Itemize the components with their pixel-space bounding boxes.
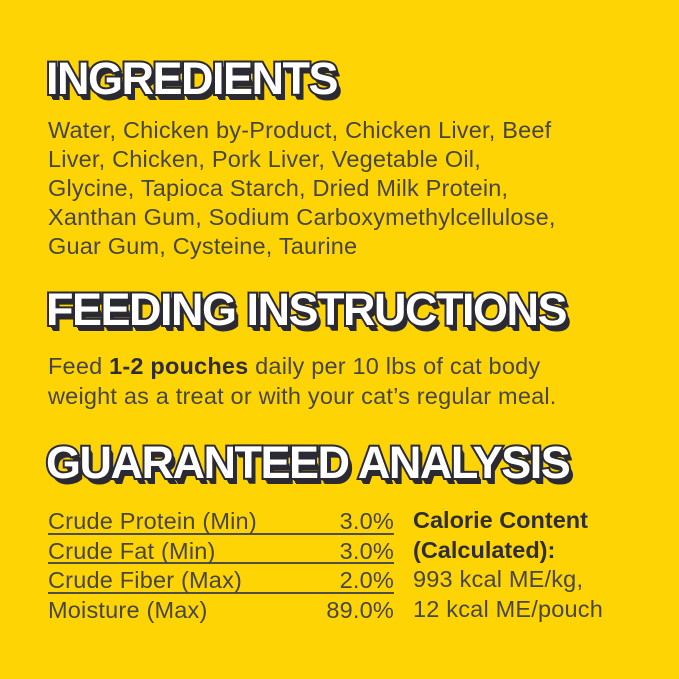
- nutrient-value: 3.0%: [339, 537, 394, 564]
- feeding-dosage-bold: 1-2 pouches: [109, 353, 249, 379]
- nutrient-label: Crude Fat (Min): [48, 537, 216, 564]
- ingredients-line: Water, Chicken by-Product, Chicken Liver, Beef: [48, 117, 552, 143]
- calorie-content-title: Calorie Content: [413, 507, 588, 533]
- nutrient-label: Moisture (Max): [48, 596, 208, 623]
- table-row: [48, 505, 394, 535]
- ingredients-line: Xanthan Gum, Sodium Carboxymethylcellulose,: [48, 204, 556, 230]
- guaranteed-analysis-table: [48, 505, 394, 623]
- calorie-content-block: [413, 506, 653, 624]
- ingredients-line: Guar Gum, Cysteine, Taurine: [48, 233, 358, 259]
- feeding-instructions-heading: FEEDING INSTRUCTIONS: [46, 284, 567, 335]
- table-row: [48, 564, 394, 594]
- nutrient-value: 2.0%: [339, 567, 394, 593]
- feeding-instructions-text: [48, 351, 648, 411]
- ingredients-line: Glycine, Tapioca Starch, Dried Milk Protein,: [48, 175, 509, 201]
- nutrient-value: 3.0%: [339, 508, 394, 534]
- feeding-line: weight as a treat or with your cat’s regular meal.: [48, 383, 557, 409]
- ingredients-list: [48, 116, 648, 261]
- calorie-value-per-kg: 993 kcal ME/kg,: [413, 566, 584, 592]
- guaranteed-analysis-heading: GUARANTEED ANALYSIS: [46, 437, 570, 488]
- table-row: [48, 594, 394, 624]
- ingredients-line: Liver, Chicken, Pork Liver, Vegetable Oil,: [48, 146, 481, 172]
- table-row: [48, 535, 394, 565]
- calorie-content-subtitle: (Calculated):: [413, 536, 556, 563]
- nutrient-value: 89.0%: [326, 596, 394, 623]
- calorie-value-per-pouch: 12 kcal ME/pouch: [413, 595, 603, 622]
- nutrient-label: Crude Fiber (Max): [48, 567, 243, 593]
- feeding-text-prefix: Feed: [48, 353, 110, 379]
- ingredients-heading: INGREDIENTS: [46, 53, 338, 104]
- nutrient-label: Crude Protein (Min): [48, 508, 257, 534]
- feeding-text-rest: daily per 10 lbs of cat body: [248, 353, 541, 379]
- feeding-line: [48, 351, 648, 381]
